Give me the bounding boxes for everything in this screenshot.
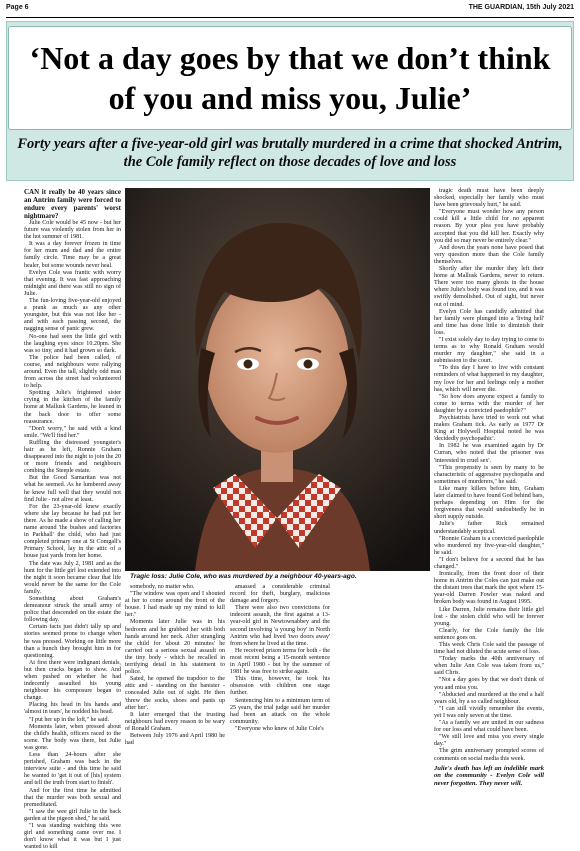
article-paragraph: Something about Graham's demeanour struck the small army of police that descended on the estate the following day. [24,595,121,624]
article-column-right [434,188,544,787]
article-paragraph: Certain facts just didn't tally up and stories seemed prone to change when he was pressed. Working on little more than a hunch they brought him in for questioning. [24,624,121,659]
article-paragraph: Moments later Julie was in his bedroom and he grabbed her with both hands around her neck. After strangling the child for 'about 20 minutes' he carried out a serious sexual assault on the tiny body - which he recalled in terrifying detail in his statement to police. [125,619,225,676]
article-paragraph: "Today marks the 40th anniversary of when Julie Ann Cole was taken from us," said Chris. [434,656,544,677]
article-paragraph: "So how does anyone expect a family to come to terms with the murder of her daughter by a convicted paedophile?" [434,393,544,414]
article-paragraph: Between July 1976 and April 1980 he had [125,732,225,747]
article-paragraph: Sated, he opened the trapdoor to the attic and - standing on the banister - concealed Julie out of sight. He then 'threw the socks, shoes and pants up after her'. [125,676,225,711]
article-paragraph: "To this day I have to live with constant reminders of what happened to my daughter, my love for her and feelings only a mother has, which will never die. [434,365,544,393]
article-paragraph: And for the first time he admitted that the murder was both sexual and premeditated. [24,787,121,808]
article-paragraph: Julie Cole would be 45 now - but her future was violently stolen from her in the hot summer of 1981. [24,220,121,241]
article-paragraph: Moments later, when pressed about the child's health, officers raced to the scene. The body was there, but Julie was gone. [24,723,121,751]
article-paragraph: "Not a day goes by that we don't think of you and miss you. [434,677,544,691]
article-paragraph: At first there were indignant denials, but then cracks began to show. And when pushed on whether he had indecently assaulted his young neighbour his composure began to change. [24,659,121,702]
portrait-illustration [125,188,430,571]
article-paragraph: He received prison terms for both - the most recent being a 15-month sentence in April 1980 - but by the summer of 1981 he was free to strike again. [230,647,330,676]
article-paragraph: This time, however, he took his obsession with children one stage further. [230,676,330,697]
article-paragraph: No-one had seen the little girl with the laughing eyes since 10.20pm. She was so tiny, and it had grown so dark. [24,333,121,354]
article-paragraph: "Everyone who knew of Julie Cole's [235,725,324,732]
photo-caption: Tragic loss: Julie Cole, who was murdered by a neighbour 40-years-ago. [130,573,357,580]
article-paragraph: Evelyn Cole was frantic with worry that evening. It was fast approaching midnight and there was still no sign of Julie. [24,269,121,297]
closing-tagline: Julie's death has left an indelible mark on the community - Evelyn Cole will never forgotten. They never will. [434,764,544,787]
article-paragraph: "I don't believe for a second that he has changed." [434,556,544,570]
standfirst: Forty years after a five-year-old girl was brutally murdered in a crime that shocked Antrim, the Cole family reflect on those decades of love and loss [17,136,563,170]
article-paragraph: It was a day forever frozen in time for her mum and dad and the entire family circle. Time may be a great healer, but some wounds never heal. [24,241,121,269]
article-paragraph: Sentencing him to a minimum term of 25 years, the trial judge said her murder had been an attack on the whole community. [230,697,330,725]
article-paragraph: The fun-loving five-year-old enjoyed a prank as much as any other youngster, but this was not like her - and with each passing second, the nagging sense of panic grew. [24,298,121,333]
article-paragraph: Shortly after the murder they left their home at Mallusk Gardens, never to return. There were too many ghosts in the house where Julie's body was found too, and it was swiftly demolished. Out of sight, but never out of mind. [434,266,544,308]
article-paragraph: "This propensity is seen by many to be characteristic of aggressive psychopaths and sometimes of murderers," he said. [434,464,544,485]
article-paragraph: "Don't worry," he said with a kind smile. "We'll find her." [24,425,121,439]
article-paragraph: "Ronnie Graham is a convicted paedophile who murdered my five-year-old daughter," he said. [434,535,544,556]
article-paragraph: Like many killers before him, Graham later claimed to have found God behind bars, perhaps depending on Him for the forgiveness that would undoubtedly be in short supply outside. [434,485,544,521]
article-column-b3 [335,584,430,724]
article-paragraph: "We still love and miss you every single day." [434,734,544,748]
article-paragraph: And down the years none have posed that very question more than the Cole family themselves. [434,244,544,265]
article-column-left [24,188,121,851]
article-paragraph: "Abducted and murdered at the end a half years old, by a so called neighbour. [434,691,544,705]
article-paragraph: "The window was open and I shouted at her to come around the front of the house. I had made up my mind to kill her." [125,591,225,619]
article-paragraph: "Everyone must wonder how any person could kill a little child for no apparent reason. By your plea you have probably accepted that you did kill her. Exactly why you did so may never be entirely clear." [434,209,544,244]
article-paragraph: "I can still vividly remember the events, yet I was only seven at the time. [434,705,544,719]
article-paragraph: Julie's father Rick remained understandably sceptical. [434,521,544,535]
article-paragraph: Clearly, for the Cole family the life sentence goes on. [434,627,544,641]
article-column-b2 [230,584,330,732]
article-paragraph: The date was July 2, 1981 and as the hunt for the little girl lost extended into the night it soon became clear that life would never be the same for the Cole family. [24,560,121,595]
article-paragraph: The grim anniversary prompted scores of comments on social media this week. [434,748,544,762]
headline: ‘Not a day goes by that we don’t think of you and miss you, Julie’ [8,26,572,130]
article-paragraph: tragic death must have been deeply shocked, especially her family who must have been grievously hurt," he said. [434,188,544,209]
article-paragraph: Spotting Julie's frightened sister crying in the kitchen of the family home at Mallusk Gardens, he leaned in the back door to offer some reassurance. [24,390,121,425]
article-paragraph: There were also two convictions for indecent assault, the first against a 13-year-old girl in Newtownabbey and the second involving 'a young boy' in North Antrim who had lived 'two doors away' from where he lived at the time. [230,605,330,647]
article-paragraph: Evelyn Cole has candidly admitted that her family were plunged into a 'living hell' and time has done little to diminish their loss. [434,308,544,336]
article-paragraph: "I saw the wee girl Julie in the back garden at the pigeon shed," he said. [24,808,121,822]
article-paragraph: Like Darren, Julie remains their little girl lost - the stolen child who will be forever young. [434,606,544,627]
article-paragraph: "As a family we are united in our sadness for our loss and what could have been. [434,720,544,734]
article-paragraph: amassed a considerable criminal record for theft, burglary, malicious damage and forgery. [230,584,330,605]
article-paragraph: CAN it really be 40 years since an Antrim family were forced to endure every parents' worst nightmare? [24,188,121,220]
article-paragraph: The police had been called, of course, and neighbours were rallying around. Even the tall, slightly odd man from across the street had volunteered to help. [24,354,121,390]
article-paragraph: "I exist solely day to day trying to come to terms as to why Ronald Graham would murder my daughter," she said in a submission to the court. [434,336,544,365]
article-paragraph: Less than 24-hours after she perished, Graham was back in the interview suite - and this time he said he wanted to 'get it out of [his] system and tell the truth from start to finish'. [24,752,121,787]
article-paragraph: For the 23-year-old knew exactly where she lay because he had put her there. As he made a show of calling her name around 'the bushes and factories in Parkhall' the child, who had just completed primary one at St Comgall's Primary School, lay in the attic of a house just yards from her home. [24,503,121,560]
page-header [6,4,574,16]
header-rule [6,17,574,18]
article-paragraph: "I was standing watching this wee girl and something came over me. I don't know what it was but I just wanted to kill [24,822,121,851]
article-column-b1 [125,584,225,747]
article-paragraph: This week Chris Cole said the passage of time had not diluted the acute sense of loss. [434,642,544,656]
article-paragraph: Placing his head in his hands and 'almost in tears', he nodded his head. [24,702,121,716]
article-paragraph: But the Good Samaritan was not what he seemed. As he lumbered away he knew full well that they would not find Julie - not alive at least. [24,475,121,503]
article-paragraph: Ruffling the distressed youngster's hair as he left, Ronnie Graham disappeared into the night to join the 20 or more friends and neighbours combing the Steeple estate. [24,439,121,475]
article-paragraph: Ironically, from the front door of their home in Antrim the Coles can just make out the distant trees that mark the spot where 15-year-old Darren Fowler was naked and broken body was found in August 1995. [434,571,544,606]
page-number: Page 6 [6,4,29,11]
paper-date: THE GUARDIAN, 15th July 2021 [468,4,574,11]
article-paragraph: "I put her up in the loft," he said. [29,716,110,723]
portrait-photo [125,188,430,571]
article-paragraph: In 1982 he was examined again by Dr Curran, who noted that the prisoner was 'interested in cruel sex'. [434,443,544,464]
article-paragraph: Psychiatrists have tried to work out what makes Graham tick. As early as 1977 Dr King at Holywell Hospital noted he was 'decidedly psychopathic'. [434,415,544,443]
article-paragraph: It later emerged that the trusting neighbours had every reason to be wary of Ronald Graham. [125,711,225,732]
article-paragraph: somebody, no matter who. [130,584,195,590]
